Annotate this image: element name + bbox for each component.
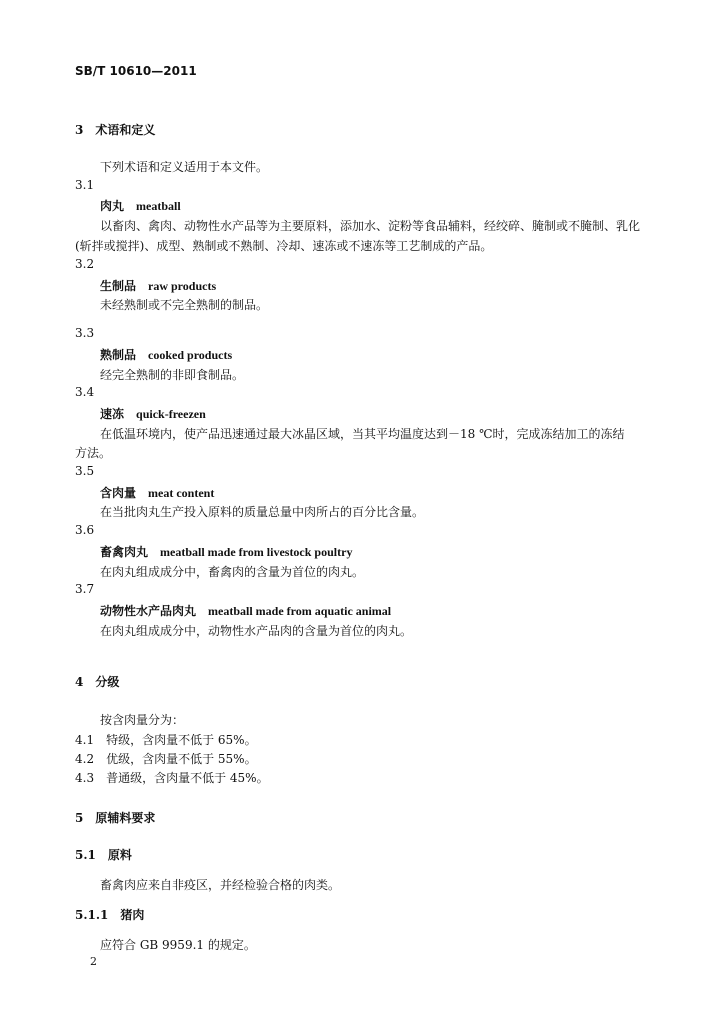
subsection-5-1-1-text: 应符合 GB 9959.1 的规定。 bbox=[100, 938, 256, 952]
term-number: 3.1 bbox=[75, 178, 95, 192]
term-heading bbox=[100, 484, 214, 501]
grade-text: 优级，含肉量不低于 55%。 bbox=[106, 752, 257, 766]
term-number: 3.3 bbox=[75, 326, 95, 340]
term-heading bbox=[100, 543, 352, 560]
subsection-number: 5.1.1 bbox=[75, 908, 109, 922]
term-definition-line: 在肉丸组成成分中，动物性水产品肉的含量为首位的肉丸。 bbox=[100, 624, 413, 638]
term-zh: 含肉量 bbox=[100, 486, 137, 500]
term-heading bbox=[100, 277, 216, 294]
page-number: 2 bbox=[90, 955, 97, 968]
term-definition-line: 在低温环境内，使产品迅速通过最大冰晶区域，当其平均温度达到－18 ℃时，完成冻结加工的冻结 bbox=[100, 427, 625, 441]
term-en: meatball bbox=[136, 199, 181, 213]
term-zh: 熟制品 bbox=[100, 348, 137, 362]
term-heading bbox=[100, 602, 391, 619]
section-title: 原辅料要求 bbox=[95, 811, 156, 825]
standard-code: SB/T 10610—2011 bbox=[75, 64, 197, 78]
term-definition-line: 方法。 bbox=[75, 446, 112, 460]
term-zh: 畜禽肉丸 bbox=[100, 545, 149, 559]
section-number: 3 bbox=[75, 123, 84, 137]
term-heading bbox=[100, 346, 232, 363]
term-definition-line: (斩拌或搅拌)、成型、熟制或不熟制、冷却、速冻或不速冻等工艺制成的产品。 bbox=[75, 239, 493, 253]
grade-item bbox=[75, 769, 269, 786]
term-number: 3.6 bbox=[75, 523, 95, 537]
term-number: 3.4 bbox=[75, 385, 95, 399]
section-4-intro: 按含肉量分为： bbox=[100, 713, 185, 727]
section-title: 分级 bbox=[95, 675, 120, 689]
grade-number: 4.1 bbox=[75, 733, 95, 747]
term-definition-line: 未经熟制或不完全熟制的制品。 bbox=[100, 298, 269, 312]
term-en: meat content bbox=[148, 486, 215, 500]
term-zh: 生制品 bbox=[100, 279, 137, 293]
term-en: meatball made from aquatic animal bbox=[208, 604, 392, 618]
subsection-5-1-text: 畜禽肉应来自非疫区，并经检验合格的肉类。 bbox=[100, 878, 341, 892]
term-definition-line: 经完全熟制的非即食制品。 bbox=[100, 368, 245, 382]
term-zh: 动物性水产品肉丸 bbox=[100, 604, 197, 618]
grade-item bbox=[75, 731, 257, 748]
section-number: 4 bbox=[75, 675, 84, 689]
term-number: 3.2 bbox=[75, 257, 95, 271]
grade-text: 普通级，含肉量不低于 45%。 bbox=[106, 771, 269, 785]
subsection-title: 猪肉 bbox=[120, 908, 145, 922]
term-number: 3.7 bbox=[75, 582, 95, 596]
grade-number: 4.2 bbox=[75, 752, 95, 766]
term-definition-line: 在肉丸组成成分中，畜禽肉的含量为首位的肉丸。 bbox=[100, 565, 365, 579]
grade-text: 特级，含肉量不低于 65%。 bbox=[106, 733, 257, 747]
term-zh: 肉丸 bbox=[100, 199, 125, 213]
term-en: meatball made from livestock poultry bbox=[160, 545, 353, 559]
section-3-intro: 下列术语和定义适用于本文件。 bbox=[100, 160, 269, 174]
section-4-heading bbox=[75, 673, 119, 690]
subsection-number: 5.1 bbox=[75, 848, 96, 862]
section-number: 5 bbox=[75, 811, 84, 825]
section-5-heading bbox=[75, 809, 155, 826]
subsection-5-1-1-heading bbox=[75, 906, 144, 923]
term-en: quick-freezen bbox=[136, 407, 206, 421]
term-heading bbox=[100, 405, 206, 422]
section-3-heading bbox=[75, 121, 155, 138]
section-title: 术语和定义 bbox=[95, 123, 156, 137]
term-number: 3.5 bbox=[75, 464, 95, 478]
subsection-5-1-heading bbox=[75, 846, 132, 863]
term-en: raw products bbox=[148, 279, 217, 293]
grade-number: 4.3 bbox=[75, 771, 95, 785]
subsection-title: 原料 bbox=[107, 848, 132, 862]
term-en: cooked products bbox=[148, 348, 233, 362]
term-definition-line: 以畜肉、禽肉、动物性水产品等为主要原料，添加水、淀粉等食品辅料，经绞碎、腌制或不腌制、乳化 bbox=[100, 219, 641, 233]
grade-item bbox=[75, 750, 257, 767]
term-definition-line: 在当批肉丸生产投入原料的质量总量中肉所占的百分比含量。 bbox=[100, 505, 425, 519]
term-heading bbox=[100, 197, 181, 214]
term-zh: 速冻 bbox=[100, 407, 125, 421]
